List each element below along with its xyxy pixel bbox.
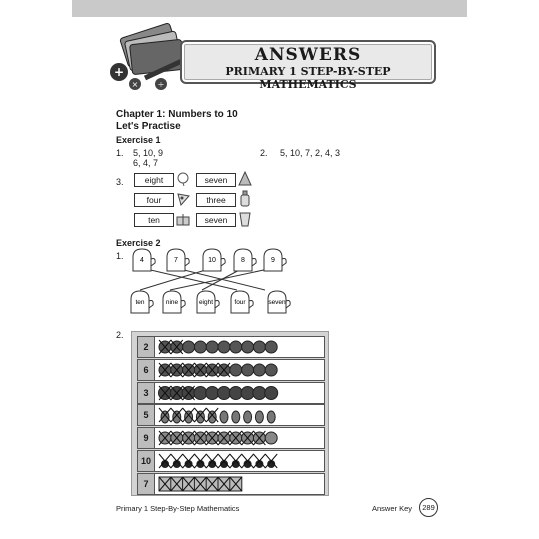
chapter-title: Chapter 1: Numbers to 10 [116, 109, 238, 120]
table-row [137, 427, 325, 449]
party-hat-icon [238, 171, 252, 187]
top-bar [72, 0, 467, 17]
mitten-icon [127, 247, 157, 273]
item-icon [230, 364, 242, 376]
mitten-icon [258, 247, 288, 273]
banner-box [180, 40, 436, 91]
section-title: Let's Practise [116, 121, 181, 132]
row-number: 10 [138, 451, 155, 471]
item-icon [265, 432, 277, 444]
mitten-label: ten [135, 299, 145, 306]
banner-title: ANSWERS [254, 45, 362, 65]
row-number: 3 [138, 383, 155, 403]
item-row [157, 383, 322, 403]
item-row [157, 337, 322, 357]
word-box: seven [196, 213, 236, 227]
mitten-icon [225, 289, 255, 315]
table-row [137, 382, 325, 404]
item-icon [253, 386, 266, 399]
word-box: three [196, 193, 236, 207]
mitten-label: 9 [271, 257, 275, 264]
row-number: 6 [138, 360, 155, 380]
item-icon [244, 411, 252, 423]
table-row [137, 336, 325, 358]
table-row [137, 473, 325, 495]
row-number: 2 [138, 337, 155, 357]
item-icon [185, 411, 193, 423]
item-icon [267, 411, 275, 423]
svg-text:×: × [131, 80, 139, 89]
item-icon [242, 364, 254, 376]
item-icon [183, 341, 195, 353]
balloon-icon [176, 172, 190, 186]
item-icon [229, 386, 242, 399]
item-row [157, 451, 322, 471]
mitten-icon [191, 289, 221, 315]
row-number: 9 [138, 428, 155, 448]
mitten-icon [228, 247, 258, 273]
mitten-icon [197, 247, 227, 273]
item-icon [208, 411, 216, 423]
pizza-icon [176, 192, 190, 206]
item-icon [206, 386, 219, 399]
footer-book-title: Primary 1 Step-By-Step Mathematics [116, 504, 240, 513]
item-icon [220, 411, 228, 423]
exercise1-heading: Exercise 1 [116, 135, 161, 145]
item-row [157, 428, 322, 448]
cup-icon [239, 211, 251, 227]
row-number: 7 [138, 474, 155, 494]
table-row [137, 359, 325, 381]
item-icon [232, 411, 240, 423]
mitten-label: seven [268, 299, 286, 306]
table-row [137, 404, 325, 426]
word-box: four [134, 193, 174, 207]
item-icon [253, 364, 265, 376]
mitten-label: four [234, 299, 246, 306]
item-icon [194, 386, 207, 399]
item-icon [218, 386, 231, 399]
item-icon [194, 341, 206, 353]
mitten-icon [262, 289, 292, 315]
item-icon [196, 411, 204, 423]
gift-icon [176, 212, 190, 226]
mitten-icon [125, 289, 155, 315]
item-icon [255, 411, 263, 423]
item-icon [242, 341, 254, 353]
item-icon [241, 386, 254, 399]
mitten-label: eight [198, 299, 214, 306]
word-box: ten [134, 213, 174, 227]
banner-subtitle: PRIMARY 1 STEP-BY-STEP MATHEMATICS [225, 65, 391, 91]
word-box: eight [134, 173, 174, 187]
ex1-q3-number: 3. [116, 177, 124, 187]
answers-banner [120, 36, 432, 91]
item-icon [253, 341, 265, 353]
ex2-q2-number: 2. [116, 330, 124, 340]
item-icon [161, 411, 169, 423]
item-icon [265, 364, 277, 376]
footer-answer-key: Answer Key [372, 504, 413, 513]
bottle-icon [239, 190, 251, 207]
table-row [137, 450, 325, 472]
mitten-label: nine [165, 299, 179, 306]
item-icon [206, 341, 218, 353]
item-icon [218, 341, 230, 353]
word-box: seven [196, 173, 236, 187]
ex1-q1-number: 1. [116, 148, 124, 158]
mitten-label: 8 [241, 257, 245, 264]
svg-text:+: + [113, 65, 125, 79]
item-icon [265, 386, 278, 399]
item-icon [265, 341, 277, 353]
mitten-icon [161, 247, 191, 273]
mitten-label: 10 [208, 257, 216, 264]
mitten-label: 7 [174, 257, 178, 264]
counting-table [131, 331, 329, 496]
page-number: 289 [419, 498, 438, 517]
svg-text:÷: ÷ [157, 80, 165, 89]
ex1-q1-answer-line2: 6, 4, 7 [133, 158, 159, 168]
ex1-q1-answer-line1: 5, 10, 9 [133, 148, 164, 158]
item-row [157, 360, 322, 380]
mitten-label: 4 [140, 257, 144, 264]
item-row [157, 405, 322, 425]
item-icon [173, 411, 181, 423]
exercise2-heading: Exercise 2 [116, 238, 161, 248]
mitten-icon [157, 289, 187, 315]
row-number: 5 [138, 405, 155, 425]
ex1-q2-answer: 5, 10, 7, 2, 4, 3 [280, 148, 341, 158]
item-icon [230, 341, 242, 353]
ex2-q1-number: 1. [116, 251, 124, 261]
ex1-q2-number: 2. [260, 148, 268, 158]
item-row [157, 474, 322, 494]
